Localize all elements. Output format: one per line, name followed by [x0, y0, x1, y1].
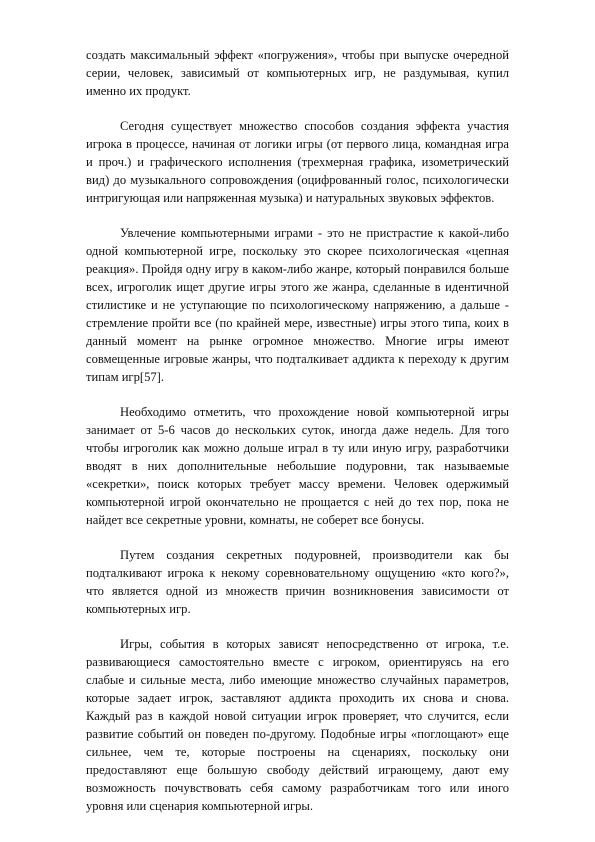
paragraph-continuation: создать максимальный эффект «погружения», чтобы при выпуске очередной серии, человек, зависимый от компьютерных игр, не раздумывая, купил именно их продукт. — [86, 48, 509, 98]
paragraph-chain-reaction: Увлечение компьютерными играми - это не пристрастие к какой-либо одной компьютерной игре, поскольку это скорее психологическая «цепная реакция». Пройдя одну игру в каком-либо жанре, который понравился больше всех, игроголик ищет другие игры этого же жанра, сделанные в идентичной стилистике и не уступающие по психологическому напряжению, а дальше - стремление пройти все (по крайней мере, известные) игры этого типа, коих в данный момент на рынке огромное множество. Многие игры имеют совмещенные игровые жанры, что подталкивает аддикта к переходу к другим типам игр[57]. — [86, 226, 509, 384]
paragraph-effect-methods: Сегодня существует множество способов создания эффекта участия игрока в процессе, начиная от логики игры (от первого лица, командная игра и проч.) и графического исполнения (трехмерная графика, изометрический вид) до музыкального сопровождения (оцифрованный голос, психологически интригующая или напряженная музыка) и натуральных звуковых эффектов. — [86, 119, 509, 205]
paragraph-secret-levels: Необходимо отметить, что прохождение новой компьютерной игры занимает от 5-6 часов до нескольких суток, иногда даже недель. Для того чтобы игроголик как можно дольше играл в ту или иную игру, разработчики вводят в них дополнительные небольшие подуровни, так называемые «секретки», поиск которых требует массу времени. Человек одержимый компьютерной игрой окончательно не прощается с ней до тех пор, пока не найдет все секретные уровни, комнаты, не соберет все бонусы. — [86, 405, 509, 527]
paragraph-player-driven-games: Игры, события в которых зависят непосредственно от игрока, т.е. развивающиеся самостоятельно вместе с игроком, ориентируясь на его слабые и сильные места, либо имеющие множество случайных параметров, которые задает игрок, заставляют аддикта проходить их снова и снова. Каждый раз в каждой новой ситуации игрок проверяет, что случится, если развитие событий он поведен по-другому. Подобные игры «поглощают» еще сильнее, чем те, которые построены на сценариях, поскольку они предоставляют еще большую свободу действий играющему, дают ему возможность почувствовать себя самому разработчикам того или иного уровня или сценария компьютерной игры. — [86, 637, 509, 813]
document-body — [86, 46, 509, 832]
paragraph-competition: Путем создания секретных подуровней, производители как бы подталкивают игрока к некому соревновательному ощущению «кто кого?», что является одной из множеств причин возникновения зависимости от компьютерных игр. — [86, 548, 509, 616]
